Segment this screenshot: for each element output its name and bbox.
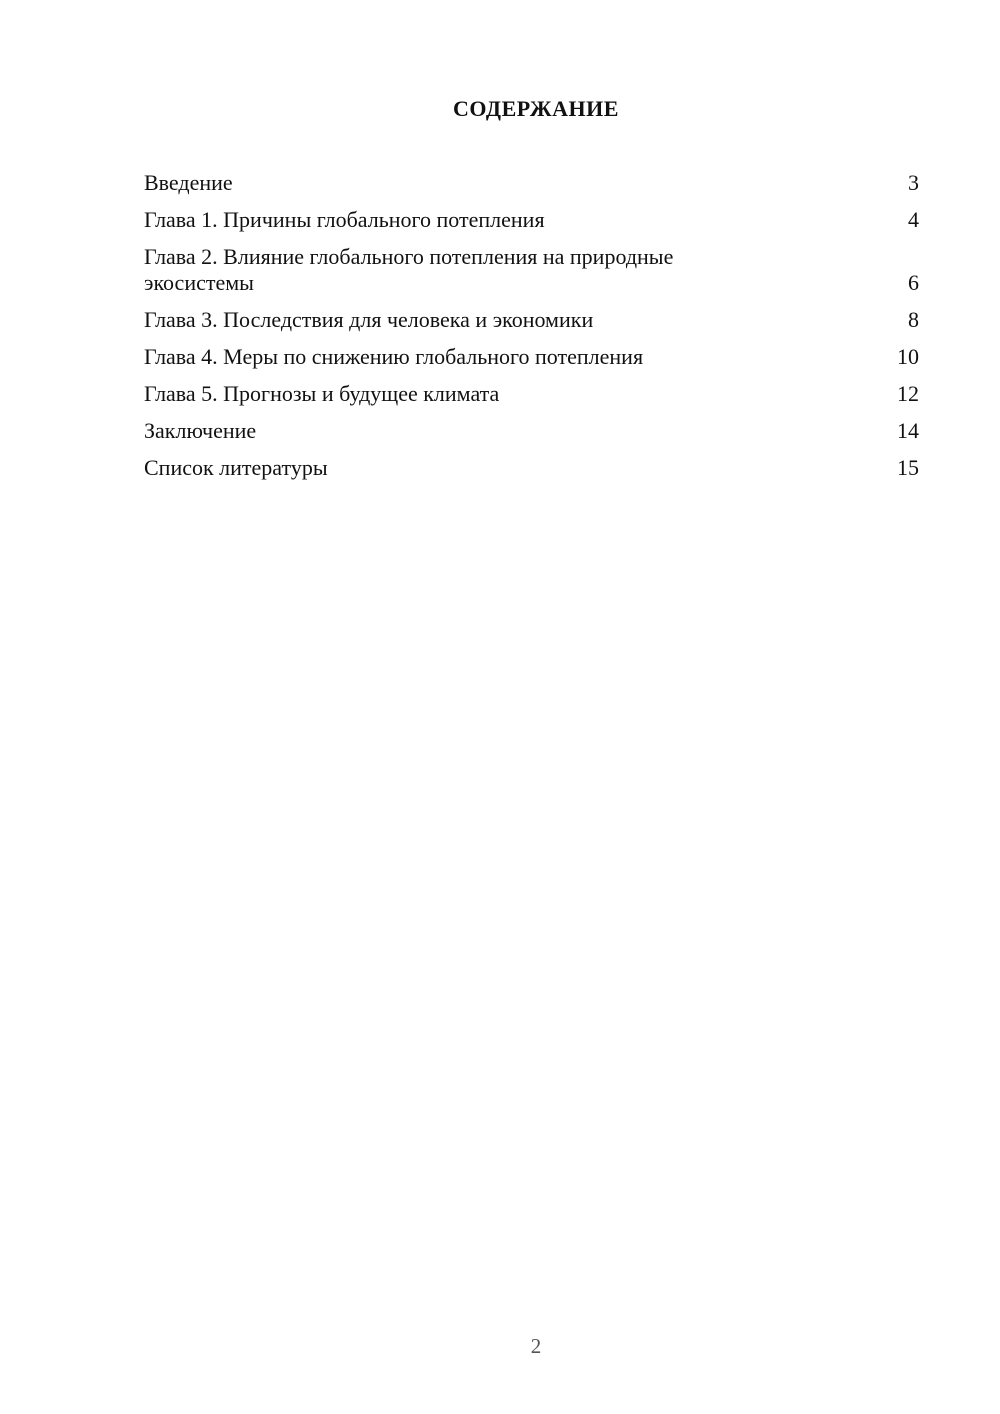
toc-entry-page: 6 — [908, 270, 919, 295]
toc-entry-label: Список литературы — [144, 455, 328, 480]
toc-entry-page: 10 — [897, 344, 919, 369]
toc-entry-label: Заключение — [144, 418, 257, 443]
toc-entry-introduction — [144, 170, 919, 196]
toc-entry-chapter-5 — [144, 381, 919, 407]
toc-entry-label: Глава 4. Меры по снижению глобального потепления — [144, 344, 644, 369]
toc-entry-label: Глава 2. Влияние глобального потепления на природные экосистемы — [144, 244, 674, 295]
toc-entry-page: 8 — [908, 307, 919, 332]
toc-entry-chapter-1 — [144, 207, 919, 233]
toc-entry-chapter-4 — [144, 344, 919, 370]
toc-title: СОДЕРЖАНИЕ — [453, 96, 619, 121]
toc-entry-label: Глава 5. Прогнозы и будущее климата — [144, 381, 500, 406]
toc-entry-conclusion — [144, 418, 919, 444]
toc-entry-page: 12 — [897, 381, 919, 406]
toc-entry-page: 15 — [897, 455, 919, 480]
toc-entry-label: Введение — [144, 170, 233, 195]
toc-entry-page: 14 — [897, 418, 919, 443]
toc-entry-page: 3 — [908, 170, 919, 195]
toc-entry-page: 4 — [908, 207, 919, 232]
toc-entry-references — [144, 455, 919, 481]
page-number: 2 — [530, 1334, 542, 1358]
toc-entry-label: Глава 3. Последствия для человека и экономики — [144, 307, 594, 332]
toc-entry-chapter-2 — [144, 244, 919, 296]
toc-entry-chapter-3 — [144, 307, 919, 333]
toc-entry-label: Глава 1. Причины глобального потепления — [144, 207, 545, 232]
table-of-contents — [144, 170, 919, 492]
